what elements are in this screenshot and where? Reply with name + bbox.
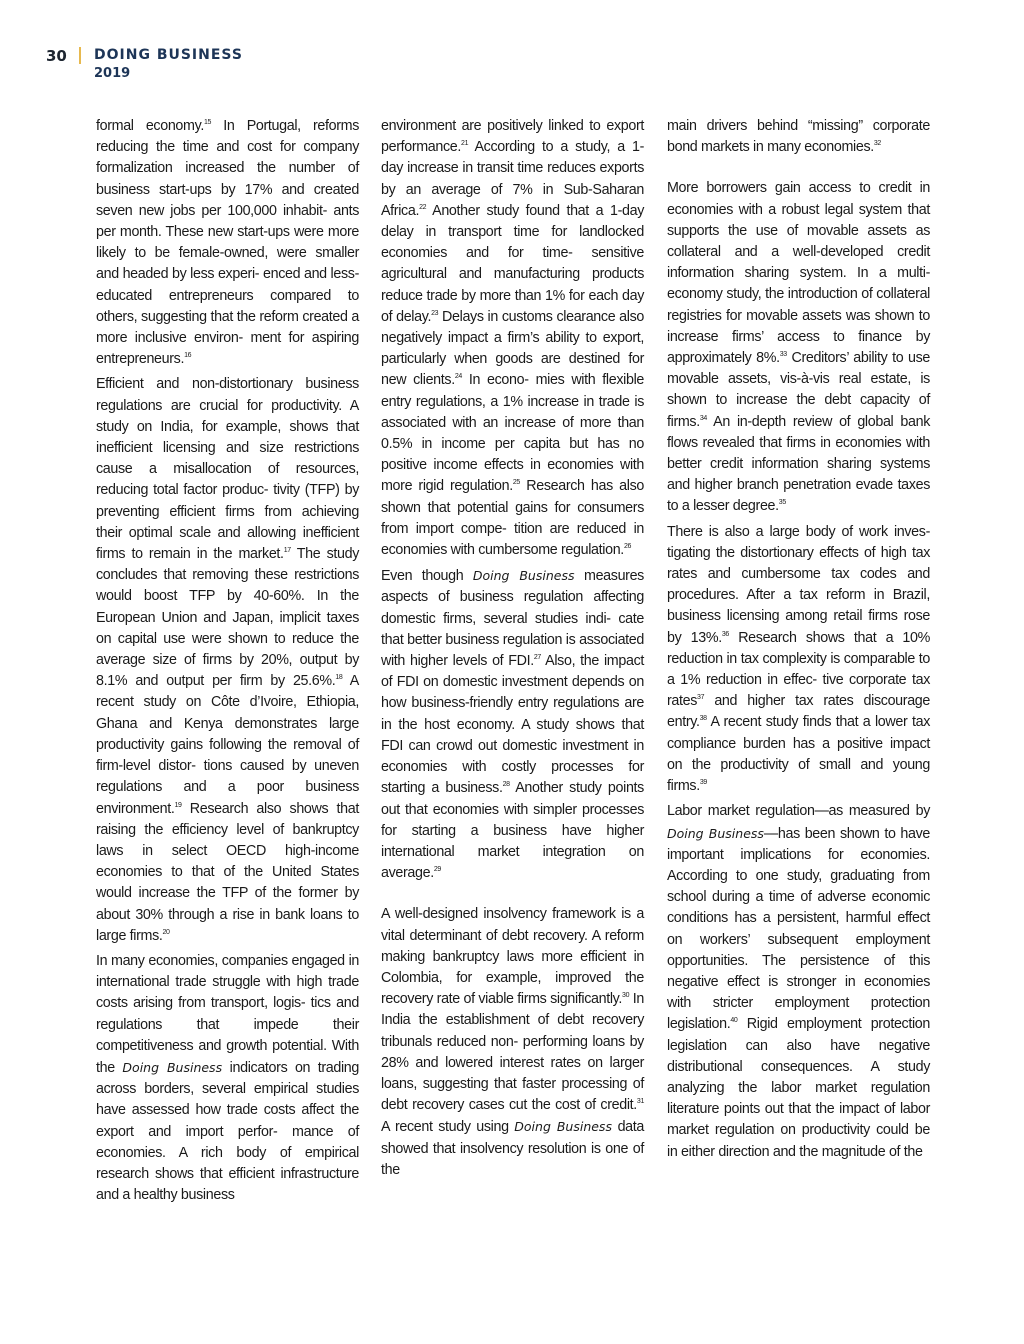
paragraph [96, 116, 359, 370]
text-column-1 [96, 116, 359, 1210]
footnote-ref: 16 [184, 352, 192, 360]
footnote-ref: 31 [636, 1098, 644, 1106]
text-run: —has been shown to have important implications for economies. According to one study, graduating from school during a time of adverse economic conditions has a persistent, harmful effect on workers’ subsequent employment opportunities. The persistence of this negative effect is stronger in economies with stricter employment protection legislation. [667, 825, 931, 1033]
footnote-ref: 18 [335, 674, 343, 682]
text-run: According to a study, a 1-day increase in transit time reduces exports by an average of 7% in Sub-Saharan Africa. [381, 139, 644, 219]
footnote-ref: 26 [623, 543, 632, 551]
publication-name-italic: Doing Business [667, 825, 764, 841]
footnote-ref: 32 [873, 140, 881, 148]
publication-title: DOING BUSINESS [94, 47, 243, 63]
footnote-ref: 15 [203, 119, 212, 127]
paragraph [667, 116, 930, 158]
publication-name-italic: Doing Business [472, 568, 575, 584]
footnote-ref: 36 [721, 630, 729, 638]
text-run: In econo- mies with flexible entry regulations, a 1% increase in trade is associated with an increase of more than 0.5% in income per capita but has no positive income effects in economies with more rigid regulation. [381, 372, 644, 495]
text-run: Research shows that a 10% reduction in tax complexity is comparable to a 1% reduction in effec- tive corporate tax rates [667, 629, 930, 710]
text-run: A well-designed insolvency framework is a vital determinant of debt recovery. A reform making bankruptcy laws more efficient in Colombia, for example, improved the recovery rate of viable firms significantly. [381, 906, 644, 1008]
paragraph [381, 565, 644, 884]
running-header [0, 44, 400, 84]
text-run: Delays in customs clearance also negatively impact a firm’s ability to export, particularly when goods are destined for new clients. [381, 308, 644, 389]
footnote-ref: 24 [454, 373, 462, 381]
publication-name-italic: Doing Business [122, 1059, 223, 1075]
text-run: Efficient and non-distortionary business regulations are crucial for productivity. A study on India, for example, shows that inefficient licensing and size restrictions cause a misallocation of resources, reducing total factor produc- tivity (TFP) by preventing efficient firms from achieving their optimal scale and allowing inefficient firms to remain in the market. [96, 376, 359, 563]
text-run: An in-depth review of global bank flows revealed that firms in economies with better credit information sharing systems and higher branch penetration evade taxes to a lesser degree. [667, 413, 930, 515]
footnote-ref: 33 [779, 351, 787, 359]
paragraph [96, 374, 359, 946]
text-run: Creditors’ ability to use movable assets, vis-à-vis real estate, is shown to increase the debt capacity of firms. [667, 350, 930, 430]
text-run: The study concludes that removing these restrictions would boost TFP by 40-60%. In the European Union and Japan, implicit taxes on capital use were shown to reduce the average size of firms by 20%, output by 8.1% and output per firm by 25.6%. [96, 546, 359, 690]
text-run: main drivers behind “missing” corporate bond markets in many economies. [667, 118, 930, 156]
text-run: Also, the impact of FDI on domestic investment depends on how business-friendly entry regulations are in the host economy. A study shows that FDI can crowd out domestic investment in economies with costly processes for starting a business. [381, 653, 644, 797]
paragraph [381, 116, 644, 561]
text-run: Even though [381, 568, 473, 585]
footnote-ref: 28 [502, 781, 510, 789]
text-run: Another study found that a 1-day delay in transport time for landlocked economies and for time- sensitive agricultural and manufacturing products reduce trade by more than 1% for each day of delay. [381, 202, 644, 325]
text-run: and higher tax rates discourage entry. [667, 693, 930, 731]
text-run: A recent study on Côte d’Ivoire, Ethiopia, Ghana and Kenya demonstrates large productivity gains following the removal of firm-level distor- tions caused by uneven regulations and a poor business environment. [96, 673, 359, 817]
footnote-ref: 21 [461, 140, 469, 148]
publication-name-italic: Doing Business [514, 1119, 612, 1135]
footnote-ref: 23 [431, 310, 439, 318]
text-run: In many economies, companies engaged in international trade struggle with high trade costs arising from transport, logis- tics and regulations that impede their competitiveness and growth potential. With the [96, 952, 359, 1076]
paragraph [667, 801, 930, 1162]
text-run: Rigid employment protection legislation can also have negative distributional consequences. A study analyzing the labor market regulation literature points out that the impact of labor market regulation on productivity could be in either direction and the magnitude of the [667, 1016, 930, 1160]
footnote-ref: 30 [622, 992, 630, 1000]
footnote-ref: 35 [778, 499, 786, 507]
paragraph [381, 904, 644, 1181]
footnote-ref: 19 [174, 801, 182, 809]
text-run: formal economy. [96, 118, 204, 134]
paragraph [667, 178, 930, 517]
text-run: Research also shows that raising the efficiency level of bankruptcy laws in select OECD high-income economies to that of the United States would increase the TFP of the former by about 30% through a rise in bank loans to large firms. [96, 800, 359, 944]
text-run: environment are positively linked to export performance. [381, 118, 644, 156]
header-divider [79, 47, 81, 64]
footnote-ref: 20 [162, 928, 170, 936]
footnote-ref: 38 [699, 715, 707, 723]
text-run: indicators on trading across borders, several empirical studies have assessed how trade costs affect the export and import perfor- mance of economies. A rich body of empirical research shows that efficient infrastructure and a healthy business [96, 1059, 360, 1204]
text-column-3 [667, 116, 930, 1167]
footnote-ref: 37 [697, 694, 705, 702]
footnote-ref: 22 [419, 204, 427, 212]
page-number: 30 [46, 47, 67, 65]
publication-year: 2019 [94, 66, 131, 81]
text-run: In India the establishment of debt recovery tribunals reduced non- performing loans by 28% and lowered interest rates on larger loans, suggesting that faster processing of debt recovery cases cut the cost of credit. [381, 991, 644, 1114]
text-run: Another study points out that economies with simpler processes for starting a business have higher international market integration on average. [381, 780, 644, 882]
footnote-ref: 39 [699, 779, 707, 787]
footnote-ref: 34 [699, 414, 707, 422]
text-run: Research has also shown that potential gains for consumers from import compe- tition are reduced in economies with cumbersome regulation. [381, 478, 644, 559]
text-run: measures aspects of business regulation affecting domestic firms, several studies indi- cate that better business regulation is associated with higher levels of FDI. [381, 568, 644, 670]
text-run: Labor market regulation—as measured by [667, 803, 930, 820]
footnote-ref: 40 [730, 1017, 738, 1025]
text-column-2 [381, 116, 644, 1185]
footnote-ref: 17 [283, 547, 291, 555]
paragraph [96, 951, 359, 1206]
text-run: In Portugal, reforms reducing the time and cost for company formalization increased the number of business start-ups by 17% and created seven new jobs per 100,000 inhabit- ants per month. These new start-ups were more likely to be female-owned, were smaller and headed by less experi- enced and less-educated entrepreneurs compared to others, suggesting that the reform created a more inclusive environ- ment for aspiring entrepreneurs. [96, 118, 359, 368]
text-run: A recent study finds that a lower tax compliance burden has a positive impact on the productivity of small and young firms. [667, 714, 930, 795]
text-run: A recent study using [381, 1119, 515, 1136]
text-run: data showed that insolvency resolution is one of the [381, 1119, 644, 1178]
footnote-ref: 25 [512, 479, 520, 487]
text-run: More borrowers gain access to credit in economies with a robust legal system that supports the use of movable assets as collateral and a well-developed credit information sharing system. In a multi- economy study, the introduction of collateral registries for movable assets was shown to increase firms’ access to finance by approximately 8%. [667, 180, 930, 367]
text-run: There is also a large body of work inves- tigating the distortionary effects of high tax rates and cumbersome tax codes and procedures. After a tax reform in Brazil, business licensing among retail firms rose by 13%. [667, 523, 930, 646]
footnote-ref: 27 [533, 654, 541, 662]
paragraph [667, 522, 930, 798]
footnote-ref: 29 [433, 866, 441, 874]
